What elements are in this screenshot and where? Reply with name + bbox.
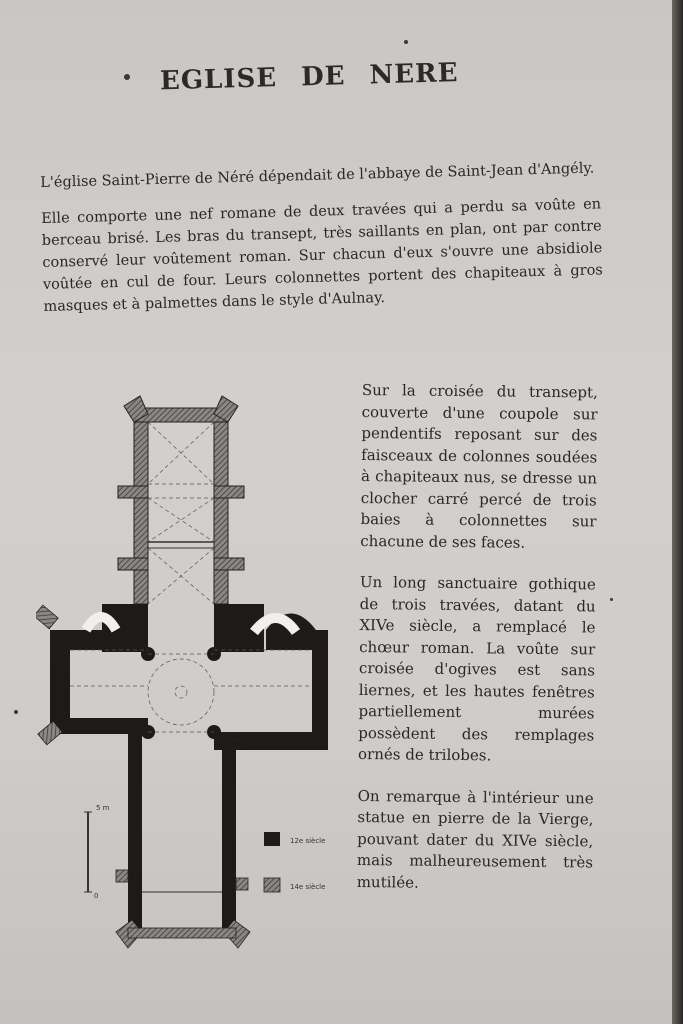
legend-swatch-12th	[264, 832, 280, 846]
stain-speck	[14, 710, 18, 714]
stain-speck	[610, 598, 613, 601]
plan-legend	[264, 832, 325, 892]
scale-bar	[84, 804, 110, 900]
scale-label: 5 m	[96, 804, 110, 812]
scale-zero: 0	[94, 892, 99, 900]
description-column	[356, 380, 598, 915]
statue-paragraph: On remarque à l'intérieur une statue en pierre de la Vierge, pouvant dater du XIVe siècle, mais malheureusement très mutilée.	[356, 786, 594, 892]
legend-label-12th: 12e siècle	[290, 837, 326, 845]
sanctuary-walls	[118, 396, 244, 604]
intro-text	[40, 157, 604, 332]
intro-paragraph-1: L'église Saint-Pierre de Néré dépendait de l'abbaye de Saint-Jean d'Angély.	[40, 160, 595, 191]
stain-speck	[124, 74, 130, 80]
nave-walls	[128, 734, 236, 932]
page-title: EGLISE DE NERE	[159, 57, 459, 97]
panel-frame-edge	[672, 0, 683, 1024]
legend-label-14th: 14e siècle	[290, 883, 326, 891]
legend-swatch-14th	[264, 878, 280, 892]
intro-paragraph-2: Elle comporte une nef romane de deux travées qui a perdu sa voûte en berceau brisé. Les bras du transept, très saillants en plan, ont par contre conservé leur voûtement roman. Sur chacun d'eux s'ouvre une absidiole voûtée en cul de four. Leurs colonnettes portent des chapiteaux à gros masques et à palmettes dans le style d'Aulnay.	[41, 196, 603, 315]
sanctuary-vaults	[148, 422, 214, 604]
floor-plan	[36, 392, 336, 972]
stain-speck	[404, 40, 408, 44]
crossing-paragraph: Sur la croisée du transept, couverte d'une coupole sur pendentifs reposant sur des faisceaux de colonnes soudées à chapiteaux nus, se dresse un clocher carré percé de trois baies à colonnettes sur chacune de ses faces.	[360, 380, 598, 552]
sanctuary-paragraph: Un long sanctuaire gothique de trois travées, datant du XIVe siècle, a remplacé le chœur roman. La voûte sur croisée d'ogives est sans liernes, et les hautes fenêtres partiellement murées possèdent des remplages ornés de trilobes.	[357, 572, 596, 765]
